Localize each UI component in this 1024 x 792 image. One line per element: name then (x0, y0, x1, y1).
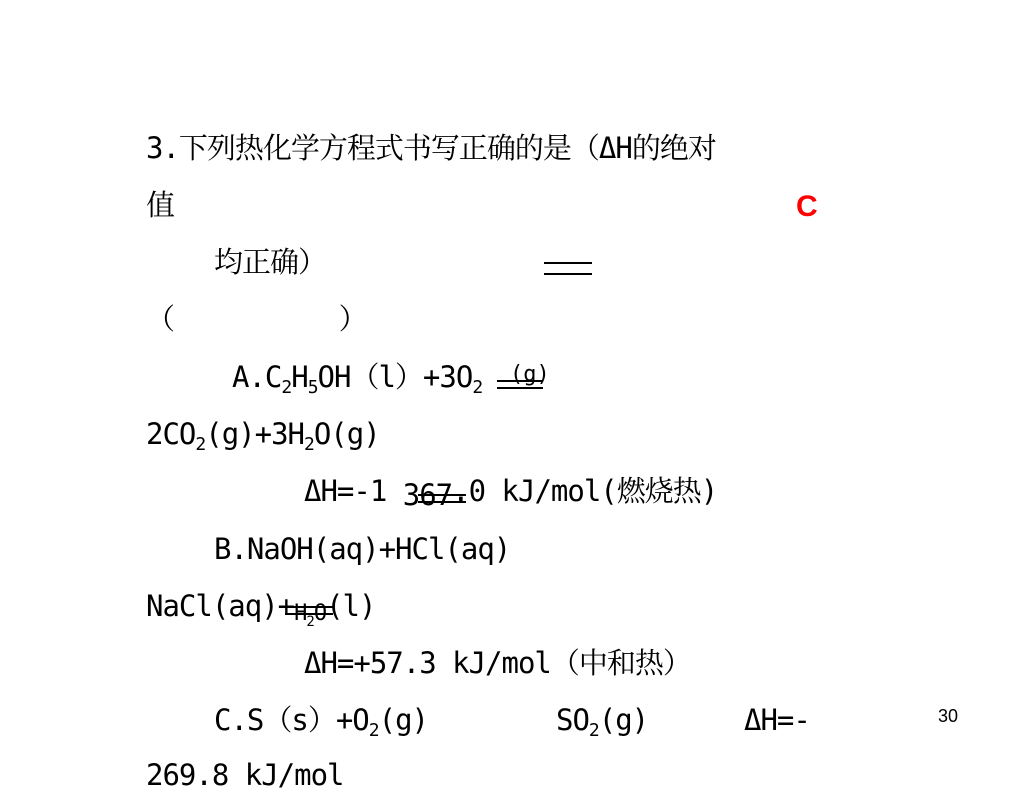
question-line-3: 均正确） (214, 245, 327, 279)
option-a-enthalpy-equals-sign (418, 494, 466, 503)
question-line-2: 值 (146, 188, 175, 222)
option-a-equals-sign (497, 380, 543, 389)
question-answer-blank: （ ） (146, 302, 367, 336)
option-c-product: $SO_2(g)$ (556, 703, 649, 741)
option-b-enthalpy: ΔH=+57.3 kJ/mol（中和热） (304, 646, 691, 680)
option-a-line-1: $A.C_2H_5OH(l)+3O_2$ (232, 360, 483, 398)
option-a-overlap-text: (g) (510, 362, 550, 387)
option-b-equals-sign (285, 606, 333, 615)
option-a-line-2: $2CO_2(g)+3H_2O(g)$ (146, 417, 380, 455)
option-a-overlap-number: 367 (402, 478, 453, 512)
option-b-line-2: $NaCl(aq)+H_2O(l)$ (146, 589, 376, 630)
option-b-overlap-text: $H_2O$ (294, 601, 327, 630)
option-c-line-1: $C.S(s)+O_2(g)$ (214, 703, 428, 741)
option-c-line-2: 269.8 kJ/mol (146, 758, 344, 792)
option-c-enthalpy: ΔH=- (744, 703, 810, 737)
question-line-1: 3.下列热化学方程式书写正确的是（ΔH的绝对 (146, 131, 716, 165)
answer-label: C (796, 190, 818, 223)
equals-sign-large (544, 262, 592, 275)
page-number: 30 (938, 706, 959, 726)
option-a-enthalpy: ΔH=-1 367.0 kJ/mol(燃烧热) (304, 474, 718, 512)
option-b-line-1: B.NaOH(aq)+HCl(aq) (214, 532, 511, 566)
